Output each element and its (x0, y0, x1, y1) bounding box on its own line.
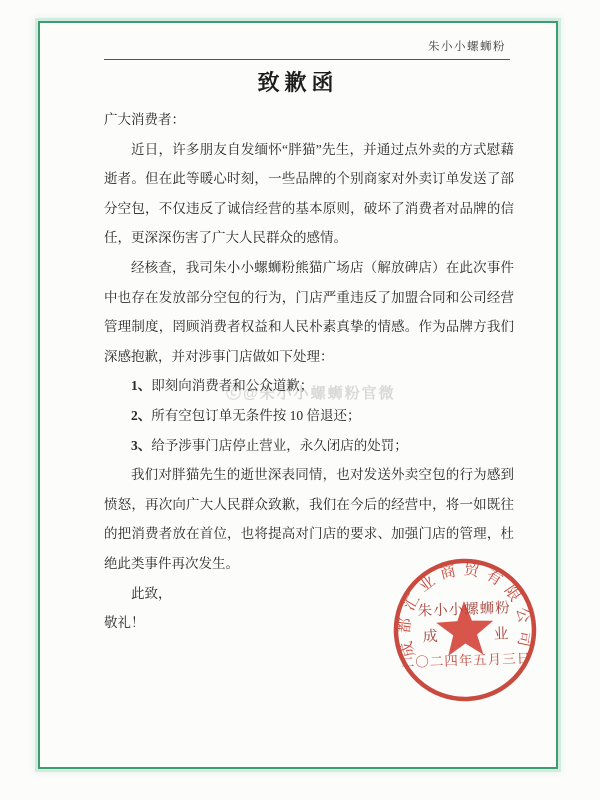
valediction: 此致， (131, 585, 172, 601)
list-item-3 (104, 431, 514, 461)
document-title: 致歉函 (257, 70, 339, 95)
paragraph-3: 我们对胖猫先生的逝世深表同情，也对发送外卖空包的行为感到愤怒，再次向广大人民群众致歉，我们在今后的经营中，将一如既往的把消费者放在首位，也将提高对门店的要求、加强门店的管理，杜绝此类事件再次发生。 (104, 467, 514, 571)
seal-text-left: 成 (422, 628, 438, 646)
seal-ring-text: 成都汇业商贸有限公司 (396, 561, 534, 659)
seal-company-name: 朱小小螺蛳粉 (417, 600, 512, 620)
list-item-3-text: 给予涉事门店停止营业，永久闭店的处罚； (151, 437, 408, 453)
seal-date: 二〇二四年五月三日 (400, 650, 532, 671)
paragraph-2: 经核查，我司朱小小螺蛳粉熊猫广场店（解放碑店）在此次事件中也存在发放部分空包的行为，门店严重违反了加盟合同和公司经营管理制度，罔顾消费者权益和人民朴素真挚的情感。作为品牌方我们深感抱歉，并对涉事门店做如下处理： (104, 259, 514, 364)
paragraph-1: 近日，许多朋友自发缅怀“胖猫”先生，并通过点外卖的方式慰藉逝者。但在此等暖心时刻，一些品牌的个别商家对外卖订单发送了部分空包，不仅违反了诚信经营的基本原则，破坏了消费者对品牌的信任，更深深伤害了广大人民群众的感情。 (104, 141, 514, 246)
salutation: 广大消费者： (104, 112, 185, 127)
letterhead (104, 36, 510, 60)
seal-text-right: 业 (493, 626, 509, 643)
list-item-1-text: 即刻向消费者和公众道歉； (151, 378, 314, 394)
salute: 敬礼！ (104, 615, 145, 631)
weibo-watermark: ⓒ@朱小小螺蛳粉官微 (226, 385, 396, 402)
company-seal (382, 548, 547, 713)
list-item-1 (104, 371, 514, 401)
list-item-2 (104, 401, 514, 431)
list-item-2-text: 所有空包订单无条件按 10 倍退还； (151, 407, 361, 423)
list-item-2-number: 2、 (131, 407, 152, 423)
list-item-1-number: 1、 (131, 378, 152, 394)
letterhead-brand: 朱小小螺蛳粉 (428, 41, 506, 53)
list-item-3-number: 3、 (131, 437, 152, 453)
